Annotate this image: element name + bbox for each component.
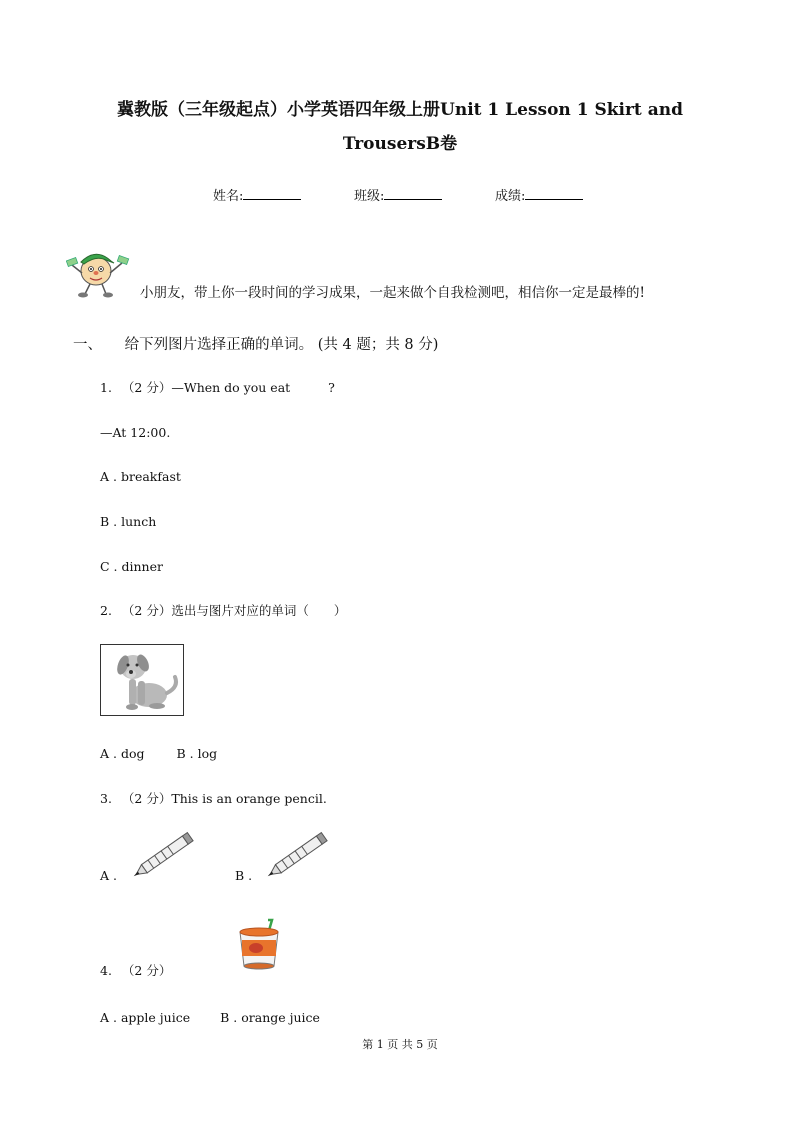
question-text-end: ?	[328, 380, 335, 395]
pencil-icon	[126, 828, 202, 882]
question-score: （2 分）	[121, 963, 172, 978]
question-text: This is an orange pencil.	[171, 791, 327, 806]
section-header	[73, 333, 438, 354]
option-a[interactable]	[100, 746, 145, 761]
question-number: 3.	[100, 791, 112, 806]
score-blank[interactable]	[525, 187, 583, 200]
option-letter: B .	[100, 514, 118, 529]
option-b[interactable]	[220, 1010, 320, 1025]
question-number: 1.	[100, 380, 112, 395]
page-title	[60, 93, 740, 161]
question-number: 4.	[100, 963, 112, 978]
class-field[interactable]	[354, 185, 442, 204]
dog-icon	[101, 645, 183, 715]
score-field[interactable]	[495, 185, 583, 204]
section-title: 给下列图片选择正确的单词。 (共 4 题；共 8 分)	[124, 337, 439, 353]
question-text: 选出与图片对应的单词（ ）	[171, 603, 347, 618]
option-b[interactable]	[100, 514, 156, 529]
juice-cup-picture	[232, 918, 286, 972]
option-a[interactable]	[100, 1010, 190, 1025]
name-field[interactable]	[213, 185, 301, 204]
option-letter: B .	[235, 868, 253, 883]
question-4-stem	[100, 961, 171, 979]
pencil-icon	[260, 828, 336, 882]
name-blank[interactable]	[243, 187, 301, 200]
page-footer: 第 1 页 共 5 页	[362, 1038, 438, 1051]
option-a[interactable]	[100, 868, 117, 883]
question-score: （2 分）	[121, 380, 172, 395]
name-label: 姓名:	[213, 189, 244, 204]
option-letter: A .	[100, 868, 117, 883]
question-1-stem-2: —At 12:00.	[100, 425, 171, 440]
option-letter: A .	[100, 1010, 117, 1025]
question-1-stem	[100, 378, 335, 396]
question-4-options	[100, 1010, 320, 1025]
option-letter: B .	[176, 746, 194, 761]
option-b[interactable]	[235, 868, 252, 883]
title-line-1: 冀教版（三年级起点）小学英语四年级上册Unit 1 Lesson 1 Skirt and	[117, 100, 683, 120]
class-label: 班级:	[354, 189, 385, 204]
encourage-text: 小朋友，带上你一段时间的学习成果，一起来做个自我检测吧，相信你一定是最棒的!	[140, 285, 645, 301]
section-number: 一、	[73, 337, 102, 353]
dog-picture	[100, 644, 184, 716]
option-b[interactable]	[176, 746, 217, 761]
option-a[interactable]	[100, 469, 181, 484]
option-text: orange juice	[241, 1010, 320, 1025]
question-text: —When do you eat	[171, 380, 291, 395]
option-letter: A .	[100, 469, 117, 484]
option-text: apple juice	[120, 1010, 191, 1025]
title-line-2: TrousersB卷	[342, 134, 458, 154]
option-c[interactable]	[100, 559, 163, 574]
cartoon-boy-icon	[66, 243, 130, 299]
question-number: 2.	[100, 603, 112, 618]
option-letter: B .	[220, 1010, 238, 1025]
option-letter: A .	[100, 746, 117, 761]
question-2-options	[100, 746, 217, 761]
option-text: lunch	[121, 514, 157, 529]
question-score: （2 分）	[121, 791, 172, 806]
class-blank[interactable]	[384, 187, 442, 200]
question-score: （2 分）	[121, 603, 172, 618]
question-2-stem	[100, 601, 346, 619]
score-label: 成绩:	[495, 189, 526, 204]
option-text: dinner	[121, 559, 163, 574]
option-text: dog	[120, 746, 145, 761]
question-3-stem	[100, 789, 327, 807]
option-text: breakfast	[120, 469, 181, 484]
option-letter: C .	[100, 559, 118, 574]
option-text: log	[197, 746, 218, 761]
